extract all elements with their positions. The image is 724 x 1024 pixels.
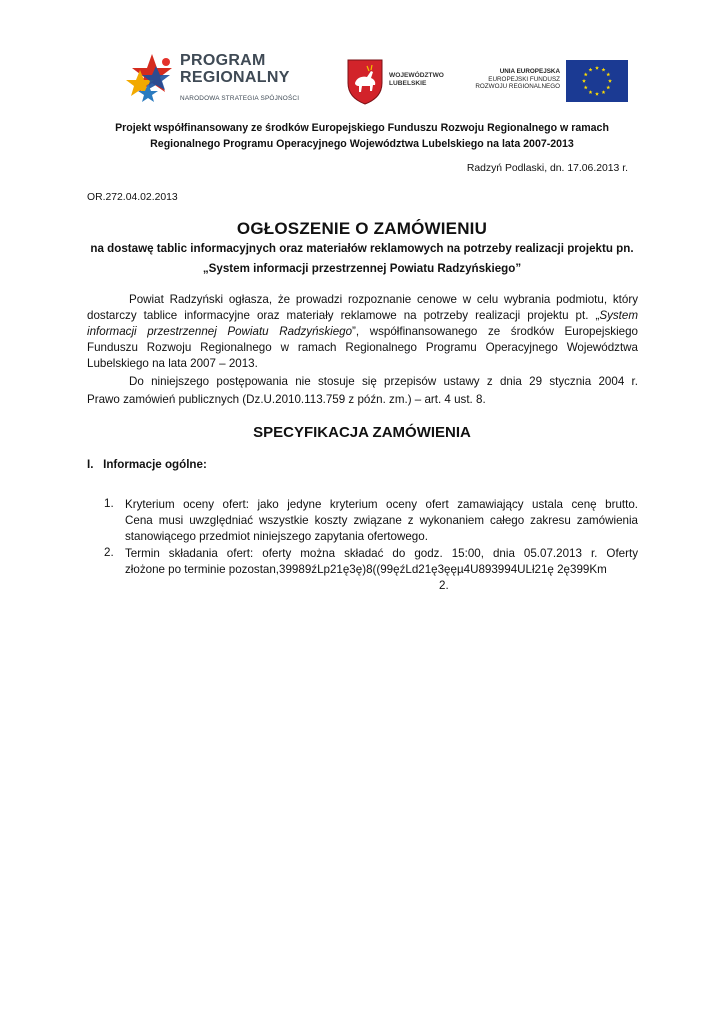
program-logo-line2: REGIONALNY [180,69,290,86]
reference-number: OR.272.04.02.2013 [87,192,178,203]
program-logo-line3: NARODOWA STRATEGIA SPÓJNOŚCI [180,95,300,102]
eu-line3: ROZWOJU REGIONALNEGO [475,83,560,91]
voivodeship-label: WOJEWÓDZTWO LUBELSKIE [389,72,444,87]
list-item-1-number: 1. [104,497,114,510]
intro-p1-line5: Lubelskiego na lata 2007 – 2013. [87,357,258,370]
list-item-2-number: 2. [104,546,114,559]
intro-p1-line2-a: dostarczy tablice informacyjne oraz materiały reklamowe na potrzeby realizacji projektu pt. „ [87,309,600,322]
date-line: Radzyń Podlaski, dn. 17.06.2013 r. [466,163,628,174]
intro-p2-line1: Do niniejszego postępowania nie stosuje się przepisów ustawy z dnia 29 stycznia 2004 r. [129,375,638,388]
program-logo-line1: PROGRAM [180,52,266,69]
lublin-crest-icon [345,57,385,105]
voivodeship-logo [345,57,455,105]
eu-text-block [468,68,560,91]
list-item-1-line1: Kryterium oceny ofert: jako jedyne kryterium oceny ofert zamawiający ustala cenę brutto. [125,498,638,511]
program-regionalny-logo [126,50,326,112]
intro-p1-line1-text: Powiat Radzyński ogłasza, że prowadzi rozpoznanie cenowe w celu wybrania podmiotu, który [129,293,638,306]
spec-heading: SPECYFIKACJA ZAMÓWIENIA [253,424,471,441]
intro-p2-line2: Prawo zamówień publicznych (Dz.U.2010.113.759 z późn. zm.) – art. 4 ust. 8. [87,393,486,406]
cofinancing-note-line1: Projekt współfinansowany ze środków Europejskiego Funduszu Rozwoju Regionalnego w ramach [115,122,609,134]
intro-p1-line3-b: ”, współfinansowanego ze środków Europejskiego [352,325,639,338]
subtitle-line2: „System informacji przestrzennej Powiatu Radzyńskiego” [202,262,522,275]
list-item-1-line3: stanowiącego przedmiot niniejszego zapytania ofertowego. [125,530,428,543]
eu-line2: EUROPEJSKI FUNDUSZ [488,75,560,83]
section-1-heading: I. Informacje ogólne: [87,458,207,471]
list-item-2-line2: złożone po terminie pozostan,39989źLp21ę3ę)8((99ęźLd21ę3ęęµ4U893994ULł21ę 2ę399Km [125,563,607,576]
intro-p1-line4: Funduszu Rozwoju Regionalnego w ramach Regionalnego Programu Operacyjnego Województwa [87,341,638,354]
eu-flag-icon [566,60,628,102]
intro-p1-line2-b: System [599,309,638,322]
intro-p1-line2 [87,308,638,324]
document-title: OGŁOSZENIE O ZAMÓWIENIU [236,219,488,238]
program-star-icon [126,50,178,112]
intro-p1-line3-a: informacji przestrzennej Powiatu Radzyńskiego [87,325,353,338]
subtitle-line1: na dostawę tablic informacyjnych oraz materiałów reklamowych na potrzeby realizacji projektu pn. [90,242,634,255]
list-item-2-line1: Termin składania ofert: oferty można składać do godz. 15:00, dnia 05.07.2013 r. Oferty [125,547,638,560]
intro-p1-line1 [129,292,638,308]
intro-p1-line3 [87,324,638,340]
eu-line1: UNIA EUROPEJSKA [499,68,560,75]
list-item-2-line3: 2. [439,579,449,592]
cofinancing-note-line2: Regionalnego Programu Operacyjnego Województwa Lubelskiego na lata 2007-2013 [150,138,574,150]
list-item-1-line2: Cena musi uwzględniać wszystkie koszty związane z wykonaniem całego zakresu zamówienia [125,514,638,527]
